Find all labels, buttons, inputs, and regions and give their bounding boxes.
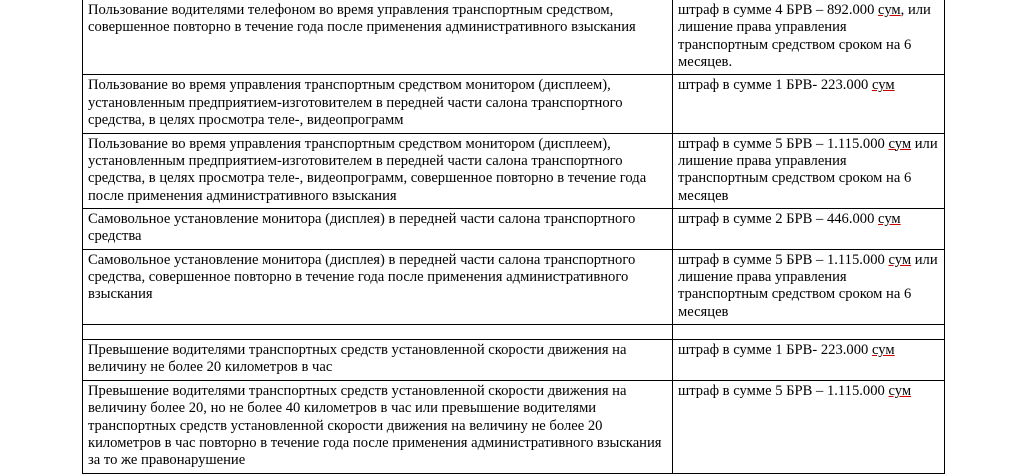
penalty-currency: сум <box>871 342 895 359</box>
penalty-currency: сум <box>878 2 901 18</box>
table-row <box>83 208 945 249</box>
offense-text: Превышение водителями транспортных средств установленной скорости движения на величину не более 20 километров в час <box>88 342 627 376</box>
penalty-prefix: штраф в сумме 2 БРВ – 446.000 <box>678 210 879 227</box>
penalty-cell <box>673 75 945 133</box>
penalty-suffix: или лишение права управления транспортным средством сроком на 6 месяцев <box>678 135 938 204</box>
spacer-cell-offense <box>83 325 673 340</box>
penalty-currency: сум <box>888 251 912 268</box>
offense-cell <box>83 208 673 249</box>
penalty-currency: сум <box>871 77 895 94</box>
offense-text: Пользование водителями телефоном во время управления транспортным средством, совершенное повторно в течение года после применения административного взыскания <box>88 2 636 36</box>
penalty-cell <box>673 380 945 473</box>
fines-table-body <box>83 0 945 473</box>
spacer-cell-penalty <box>673 325 945 340</box>
table-row <box>83 380 945 473</box>
offense-cell <box>83 340 673 381</box>
penalty-text <box>678 252 939 321</box>
penalty-text <box>678 136 939 205</box>
offense-cell <box>83 133 673 208</box>
penalty-prefix: штраф в сумме 5 БРВ – 1.115.000 <box>678 382 889 399</box>
penalty-currency: сум <box>878 210 901 227</box>
offense-cell <box>83 249 673 324</box>
offense-text: Самовольное установление монитора (дисплея) в передней части салона транспортного средства, совершенное повторно в течение года после применения административного взыскания <box>88 251 636 303</box>
offense-cell <box>83 75 673 133</box>
table-row <box>83 75 945 133</box>
penalty-text <box>678 2 939 71</box>
table-row <box>83 133 945 208</box>
offense-text: Пользование во время управления транспортным средством монитором (дисплеем), установленным предприятием-изготовителем в передней части салона транспортного средства, в целях просмотра теле-, видеопрограмм <box>88 77 623 129</box>
penalty-cell <box>673 133 945 208</box>
table-row <box>83 0 945 75</box>
penalty-prefix: штраф в сумме 4 БРВ – 892.000 <box>678 2 879 18</box>
penalty-prefix: штраф в сумме 5 БРВ – 1.115.000 <box>678 135 889 152</box>
table-row <box>83 340 945 381</box>
penalty-cell <box>673 0 945 75</box>
penalty-text <box>678 342 939 359</box>
penalty-suffix: , или лишение права управления транспортным средством сроком на 6 месяцев. <box>678 2 931 71</box>
penalty-prefix: штраф в сумме 5 БРВ – 1.115.000 <box>678 251 889 268</box>
offense-text: Самовольное установление монитора (дисплея) в передней части салона транспортного средства <box>88 210 636 245</box>
penalty-text <box>678 383 939 400</box>
penalty-text <box>678 211 939 228</box>
penalty-prefix: штраф в сумме 1 БРВ- 223.000 <box>678 342 872 359</box>
penalty-cell <box>673 208 945 249</box>
offense-text: Пользование во время управления транспортным средством монитором (дисплеем), установленным предприятием-изготовителем в передней части салона транспортного средства, в целях просмотра теле-, видеопрограмм, совершенное повторно в течение года после применения административного взыскания <box>88 135 647 204</box>
penalty-cell <box>673 340 945 381</box>
penalty-prefix: штраф в сумме 1 БРВ- 223.000 <box>678 77 872 94</box>
offense-cell <box>83 380 673 473</box>
penalty-cell <box>673 249 945 324</box>
penalty-text <box>678 77 939 94</box>
penalty-currency: сум <box>888 382 912 399</box>
offense-text: Превышение водителями транспортных средств установленной скорости движения на величину более 20, но не более 40 километров в час или превышение водителями транспортных средств установленной скорости движения на величину не более 20 километров в час повторно в течение года после применения административного взыскания за то же правонарушение <box>88 382 662 469</box>
table-row <box>83 249 945 324</box>
table-spacer-row <box>83 325 945 340</box>
penalty-currency: сум <box>888 135 912 152</box>
fines-table <box>82 0 945 474</box>
penalty-suffix: или лишение права управления транспортным средством сроком на 6 месяцев <box>678 251 938 320</box>
offense-cell <box>83 0 673 75</box>
